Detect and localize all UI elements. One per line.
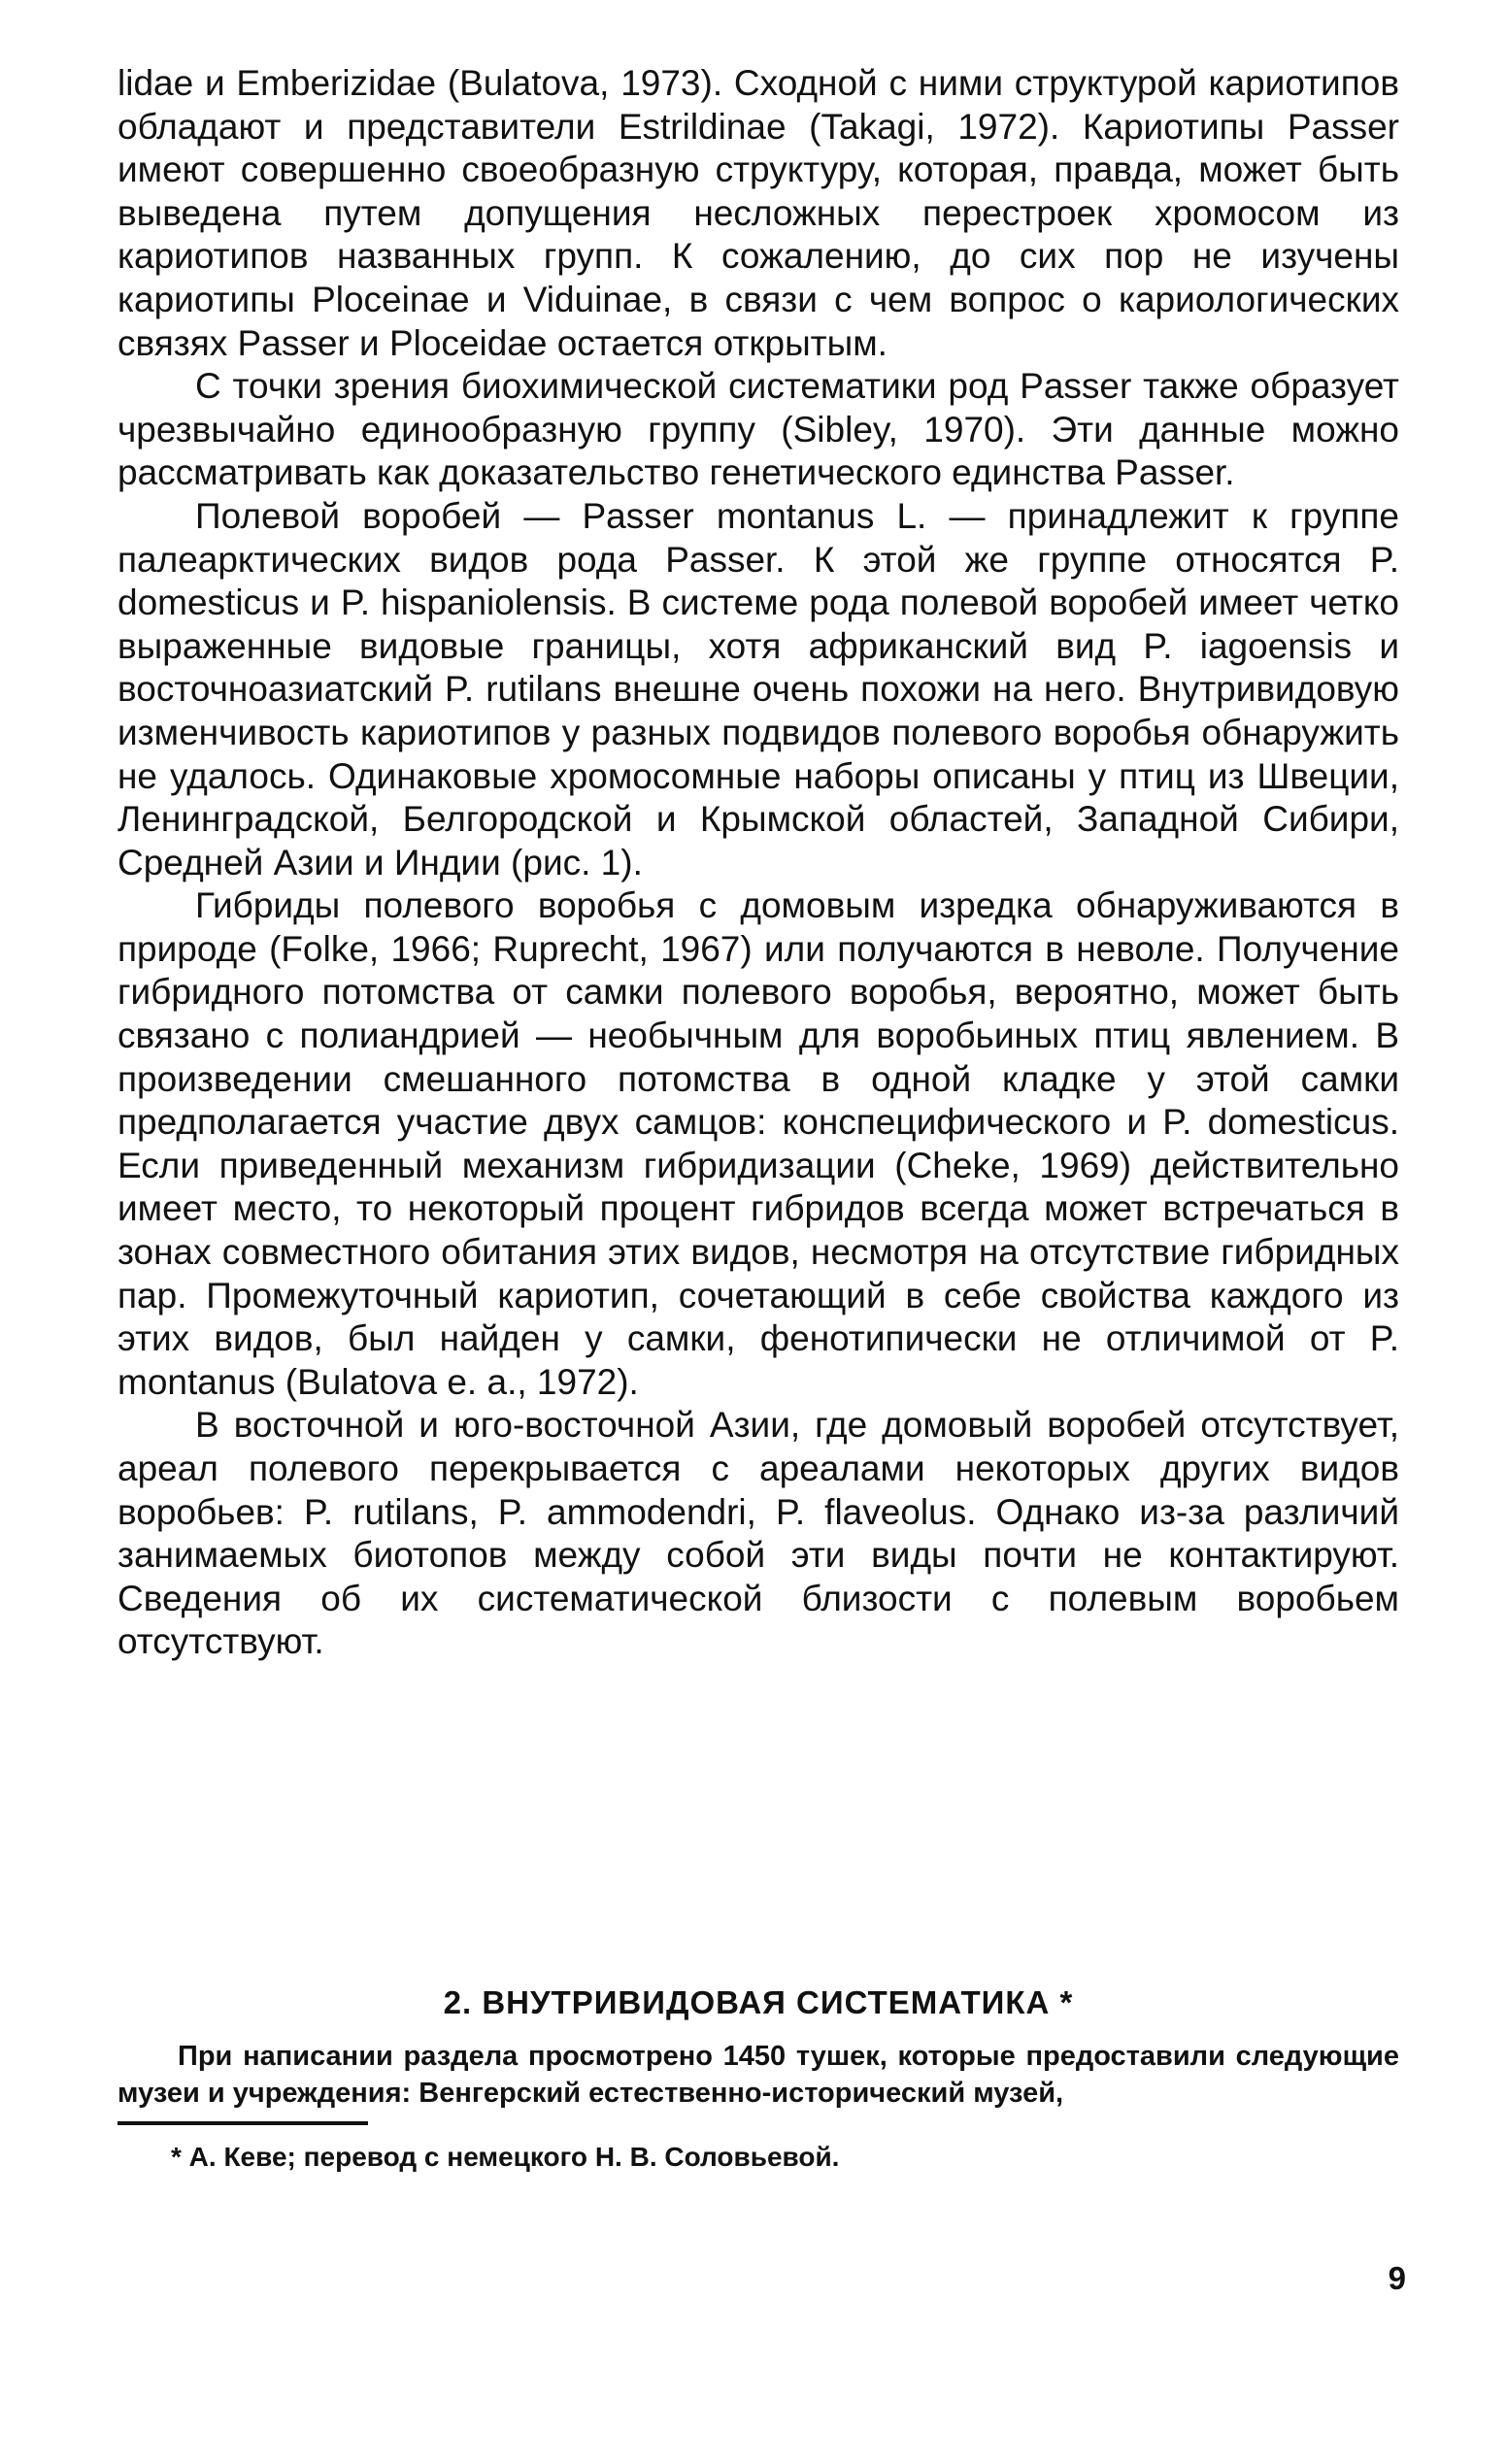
- paragraph-1: lidae и Emberizidae (Bulatova, 1973). Сходной с ними структурой кариотипов обладают и представители Estrildinae (Takagi, 1972). Кариотипы Passer имеют совершенно своеобразную структуру, которая, правда, может быть выведена путем допущения несложных перестроек хромосом из кариотипов названных групп. К сожалению, до сих пор не изучены кариотипы Ploceinae и Viduinae, в связи с чем вопрос о кариологических связях Passer и Ploceidae остается открытым.: [117, 63, 1399, 363]
- paragraph-3: Полевой воробей — Passer montanus L. — принадлежит к группе палеарктических видов рода Passer. К этой же группе относятся P. domesticus и P. hispaniolensis. В системе рода полевой воробей имеет четко выраженные видовые границы, хотя африканский вид P. iagoensis и восточноазиатский P. rutilans внешне очень похожи на него. Внутривидовую изменчивость кариотипов у разных подвидов полевого воробья обнаружить не удалось. Одинаковые хромосомные наборы описаны у птиц из Швеции, Ленинградской, Белгородской и Крымской областей, Западной Сибири, Средней Азии и Индии (рис. 1).: [117, 495, 1399, 882]
- paragraph-5: В восточной и юго-восточной Азии, где домовый воробей отсутствует, ареал полевого перекрывается с ареалами некоторых других видов воробьев: P. rutilans, P. ammodendri, P. flaveolus. Однако из-за различий занимаемых биотопов между собой эти виды почти не контактируют. Сведения об их систематической близости с полевым воробьем отсутствуют.: [117, 1405, 1399, 1662]
- footnote: * А. Кеве; перевод с немецкого Н. В. Соловьевой.: [171, 2142, 840, 2172]
- page-number: 9: [1388, 2260, 1406, 2296]
- section-heading: 2. ВНУТРИВИДОВАЯ СИСТЕМАТИКА *: [443, 1984, 1074, 2020]
- footnote-divider: [117, 2121, 368, 2125]
- section-intro-note: [117, 2038, 1399, 2112]
- paragraph-2: С точки зрения биохимической систематики род Passer также образует чрезвычайно единообразную группу (Sibley, 1970). Эти данные можно рассматривать как доказательство генетического единства Passer.: [117, 366, 1399, 493]
- paragraph-4: Гибриды полевого воробья с домовым изредка обнаруживаются в природе (Folke, 1966; Ruprecht, 1967) или получаются в неволе. Получение гибридного потомства от самки полевого воробья, вероятно, может быть связано с полиандрией — необычным для воробьиных птиц явлением. В произведении смешанного потомства в одной кладке у этой самки предполагается участие двух самцов: конспецифического и P. domesticus. Если приведенный механизм гибридизации (Cheke, 1969) действительно имеет место, то некоторый процент гибридов всегда может встречаться в зонах совместного обитания этих видов, несмотря на отсутствие гибридных пар. Промежуточный кариотип, сочетающий в себе свойства каждого из этих видов, был найден у самки, фенотипически не отличимой от P. montanus (Bulatova e. a., 1972).: [117, 885, 1399, 1402]
- body-text: [117, 62, 1399, 1664]
- section-intro-text: При написании раздела просмотрено 1450 тушек, которые предоставили следующие музеи и учреждения: Венгерский естественно-исторический музей,: [117, 2041, 1399, 2109]
